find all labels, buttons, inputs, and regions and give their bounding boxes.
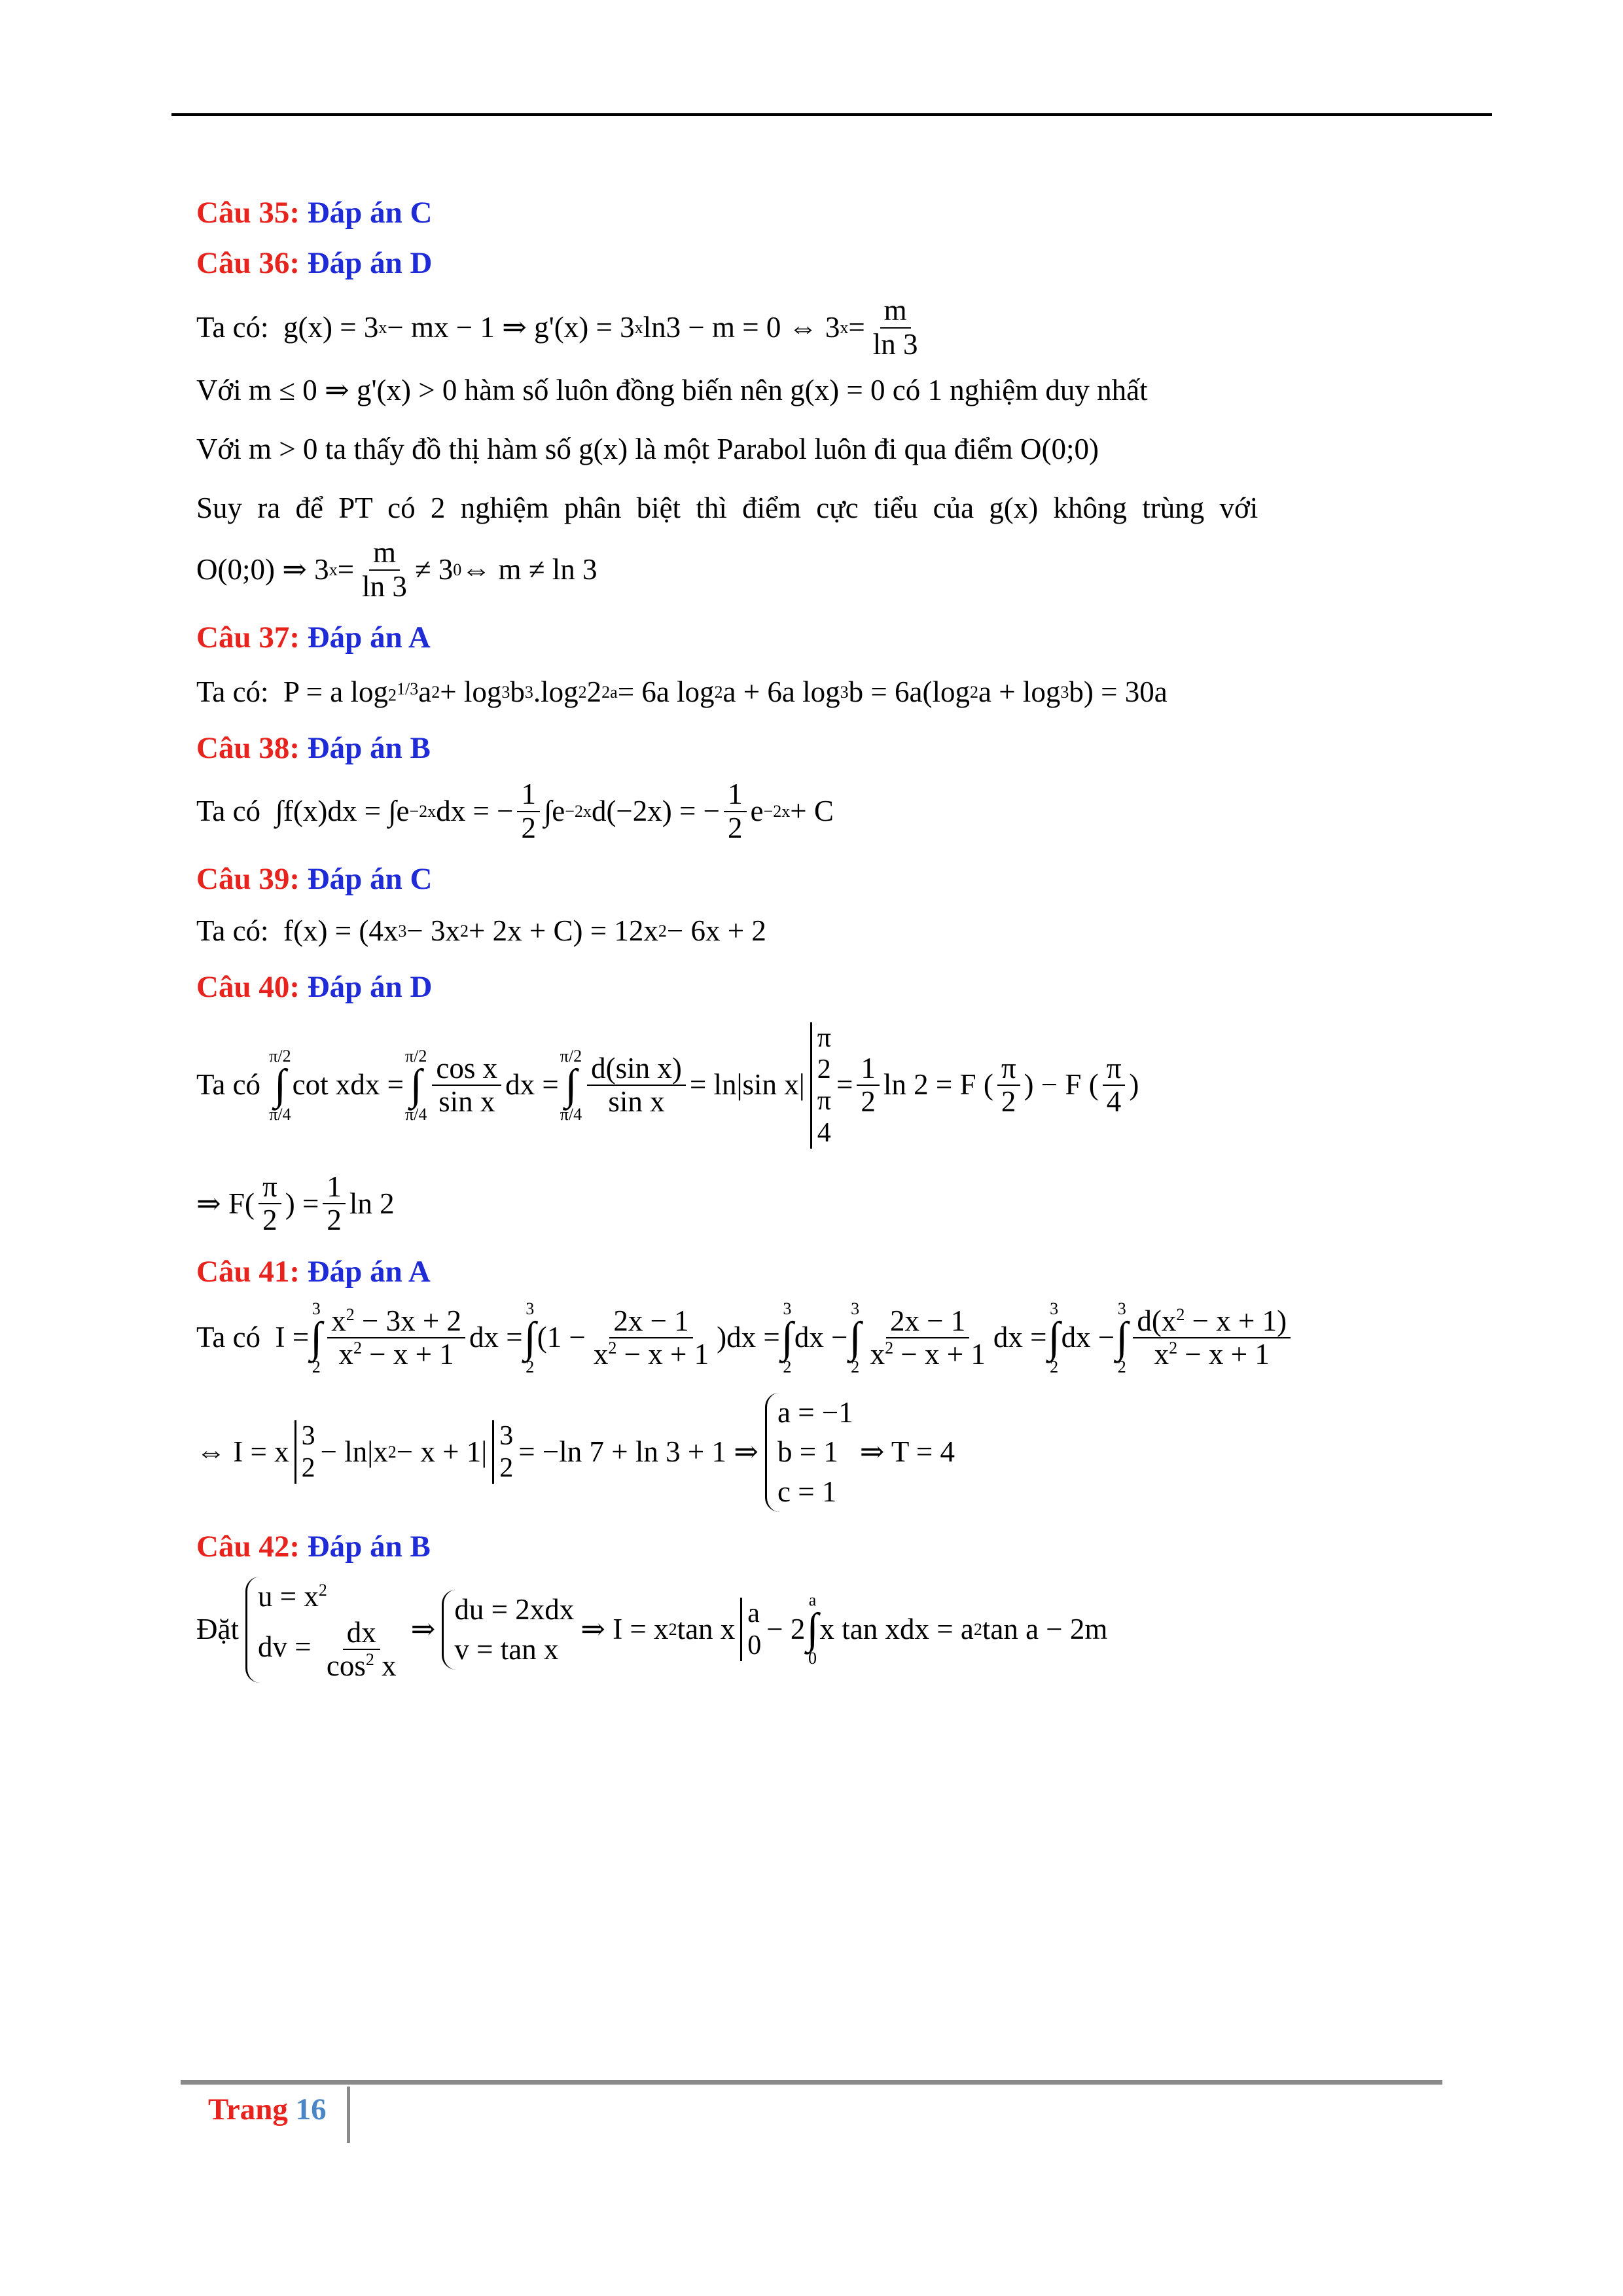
- fraction: $\frac{dx}{\cos^2 x}$: [326, 1615, 397, 1683]
- document-body: [196, 190, 1420, 1683]
- evaluation-bar: 3 2: [492, 1420, 513, 1484]
- fraction: $\frac{\pi}{4}$: [1103, 1052, 1126, 1119]
- system-brace: du = 2xdx v = tan x: [442, 1590, 574, 1670]
- question-41-heading: Câu 41: Đáp án A: [196, 1254, 431, 1289]
- integral: 3 ∫ 2: [524, 1299, 536, 1376]
- integral: π/2 ∫ π/4: [560, 1047, 582, 1124]
- q40-formula-2: ⇒ F( $\frac{\pi}{2}$ ) = $\frac{1}{2}$ ln 2: [196, 1170, 395, 1237]
- integral: 3 ∫ 2: [1116, 1299, 1128, 1376]
- integral: 3 ∫ 2: [781, 1299, 793, 1376]
- footer-divider: [347, 2087, 350, 2143]
- evaluation-bar: 3 2: [294, 1420, 315, 1484]
- fraction: $\frac{m}{\ln 3}$: [362, 536, 407, 603]
- fraction: $\frac{1}{2}$: [857, 1052, 880, 1119]
- page-number: Trang 16: [208, 2092, 327, 2126]
- fraction: $\frac{1}{2}$: [517, 778, 540, 844]
- fraction: $\frac{\text{cos x}}{\text{sin x}}$: [432, 1052, 501, 1119]
- fraction: $\frac{1}{2}$: [724, 778, 747, 844]
- integral: 3 ∫ 2: [849, 1299, 861, 1376]
- q41-formula-1: Ta có I = 3 ∫ 2 $\frac{x^2 - 3x + 2}{x^2 - x + 1}$ dx = 3 ∫ 2 (1 − $\frac{2x - 1}{x^2 - x + 1}$ )dx = 3 ∫ 2 dx − 3 ∫ 2 $\frac{2x - 1}{x^2 - x + 1}$ dx = 3 ∫ 2 dx − 3 ∫ 2 $\frac{d(x^2 - x + 1)}{x^2 - x + 1}$: [196, 1300, 1420, 1376]
- fraction: $\frac{2x - 1}{x^2 - x + 1}$: [870, 1304, 986, 1371]
- question-37-heading: Câu 37: Đáp án A: [196, 620, 431, 655]
- integral: a ∫ 0: [806, 1590, 819, 1668]
- q39-formula: Ta có: f(x) = (4x 3 − 3x 2 + 2x + C) = 12x 2 − 6x + 2: [196, 914, 766, 947]
- fraction: $\frac{m}{\ln 3}$: [872, 294, 918, 361]
- header-rule: [171, 113, 1492, 116]
- question-40-heading: Câu 40: Đáp án D: [196, 969, 433, 1004]
- q36-text-4: Suy ra để PT có 2 nghiệm phân biệt thì điểm cực tiểu của g(x) không trùng với: [196, 491, 1258, 524]
- q38-formula: Ta có ∫f(x)dx = ∫e −2x dx = − $\frac{1}{2}$ ∫e −2x d(−2x) = − $\frac{1}{2}$ e −2x + C: [196, 778, 834, 844]
- fraction: $\frac{x^2 - 3x + 2}{x^2 - x + 1}$: [327, 1305, 465, 1371]
- evaluation-bar: π 2 π 4: [810, 1022, 831, 1149]
- fraction: $\frac{1}{2}$: [323, 1171, 346, 1237]
- fraction: $\frac{2x - 1}{x^2 - x + 1}$: [593, 1304, 709, 1371]
- q36-text-3: Với m > 0 ta thấy đồ thị hàm số g(x) là một Parabol luôn đi qua điểm O(0;0): [196, 432, 1099, 465]
- q42-formula: Đặt $u = x^2$ dv = $\frac{dx}{\cos^2 x}$ ⇒ du = 2xdx v = tan x ⇒ I = x 2 tan x a 0 − 2 a ∫ 0 x tan xdx = a 2 tan a − 2m: [196, 1577, 1420, 1683]
- question-36-heading: Câu 36: Đáp án D: [196, 246, 433, 280]
- footer-rule: [181, 2080, 1442, 2085]
- integral: π/2 ∫ π/4: [269, 1047, 291, 1124]
- q41-formula-2: ⇔ I = x 3 2 − ln|x 2 − x + 1| 3 2 = −ln 7 + ln 3 + 1 ⇒ a = −1 b = 1 c = 1 ⇒ T = 4: [196, 1393, 1420, 1512]
- evaluation-bar: a 0: [740, 1598, 761, 1661]
- question-42-heading: Câu 42: Đáp án B: [196, 1529, 431, 1564]
- q36-formula-1: Ta có: g(x) = 3 x − mx − 1 ⇒ g'(x) = 3 x ln3 − m = 0 ⇔ 3 x = $\frac{m}{\ln 3}$: [196, 295, 1420, 361]
- fraction: $\frac{\pi}{2}$: [259, 1171, 281, 1237]
- q37-formula: Ta có: P = a log $2^{1/3}$ a 2 + log 3 b 3 .log 2 2 2a = 6a log 2 a + 6a log 3 b = 6a(log 2 a + log 3 b) = 30a: [196, 675, 1168, 709]
- q36-text-2: Với m ≤ 0 ⇒ g'(x) > 0 hàm số luôn đồng biến nên g(x) = 0 có 1 nghiệm duy nhất: [196, 374, 1148, 406]
- integral: 3 ∫ 2: [1048, 1299, 1060, 1376]
- fraction: $\frac{d(x^2 - x + 1)}{x^2 - x + 1}$: [1133, 1305, 1291, 1371]
- question-38-heading: Câu 38: Đáp án B: [196, 731, 431, 765]
- integral: 3 ∫ 2: [310, 1299, 323, 1376]
- system-brace: $u = x^2$ dv = $\frac{dx}{\cos^2 x}$: [245, 1577, 404, 1683]
- question-35-heading: Câu 35: Đáp án C: [196, 196, 433, 230]
- q40-formula-1: Ta có π/2 ∫ π/4 cot xdx = π/2 ∫ π/4 $\frac{\text{cos x}}{\text{sin x}}$ dx = π/2 ∫ π/4 $\frac{\text{d(sin x)}}{\text{sin x}}$ = ln|sin x| π 2 π 4 = $\frac{1}{2}$ ln 2 = F ( $\frac{\pi}{2}$ ) − F ( $\frac{\pi}{4}$ ): [196, 1022, 1139, 1148]
- q36-formula-5: O(0;0) ⇒ 3 x = $\frac{m}{\ln 3}$ ≠ 3 0 ⇔ m ≠ ln 3: [196, 536, 597, 603]
- integral: π/2 ∫ π/4: [405, 1047, 427, 1124]
- fraction: $\frac{\text{d(sin x)}}{\text{sin x}}$: [587, 1052, 686, 1119]
- system-brace: a = −1 b = 1 c = 1: [765, 1393, 853, 1512]
- fraction: $\frac{\pi}{2}$: [997, 1052, 1020, 1119]
- question-39-heading: Câu 39: Đáp án C: [196, 862, 433, 896]
